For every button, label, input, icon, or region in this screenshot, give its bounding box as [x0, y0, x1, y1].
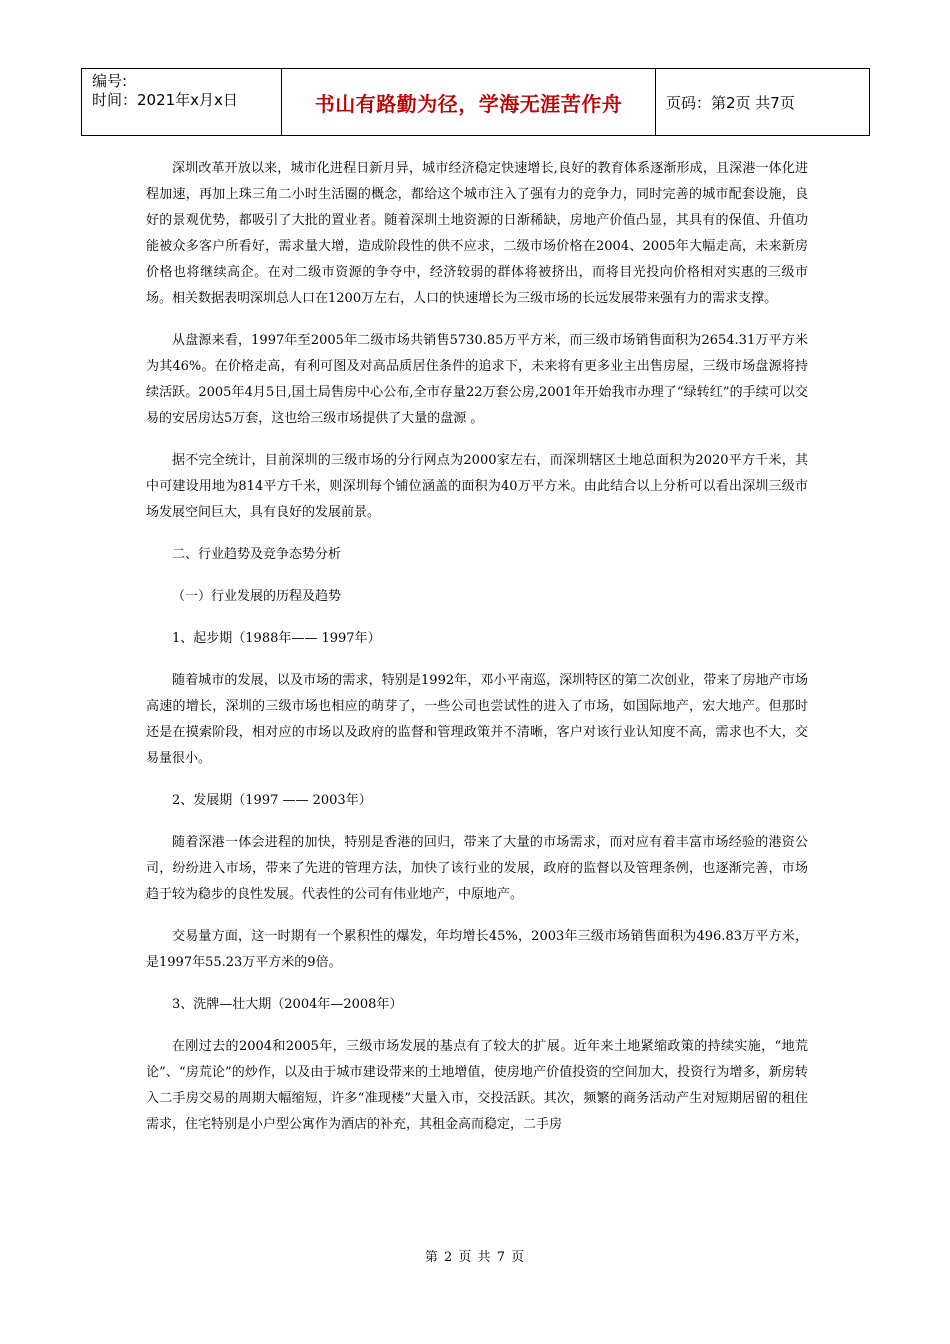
phase-heading: 1、起步期（1988年—— 1997年）: [172, 631, 381, 646]
phase-heading: 2、发展期（1997 —— 2003年）: [172, 793, 372, 808]
header-meta-cell: [82, 69, 282, 135]
document-body: [146, 156, 808, 1154]
header-table: [81, 68, 870, 136]
paragraph: 从盘源来看，1997年至2005年二级市场共销售5730.85万平方米，而三级市场销售面积为2654.31万平方米为其46%。在价格走高，有利可图及对高品质居住条件的追求下，未来将有更多业主出售房屋，三级市场盘源将持续活跃。2005年4月5日,国土局售房中心公布,全市存量22万套公房,2001年开始我市办理了“绿转红”的手续可以交易的安居房达5万套，这也给三级市场提供了大量的盘源 。: [146, 333, 808, 426]
paragraph: 深圳改革开放以来，城市化进程日新月异，城市经济稳定快速增长,良好的教育体系逐渐形成，且深港一体化进程加速，再加上珠三角二小时生活圈的概念，都给这个城市注入了强有力的竞争力，同时完善的城市配套设施，良好的景观优势，都吸引了大批的置业者。随着深圳土地资源的日渐稀缺，房地产价值凸显，其具有的保值、升值功能被众多客户所看好，需求量大增，造成阶段性的供不应求，二级市场价格在2004、2005年大幅走高，未来新房价格也将继续高企。在对二级市资源的争夺中，经济较弱的群体将被挤出，而将目光投向价格相对实惠的三级市场。相关数据表明深圳总人口在1200万左右，人口的快速增长为三级市场的长远发展带来强有力的需求支撑。: [146, 161, 808, 306]
paragraph: 随着城市的发展，以及市场的需求，特别是1992年，邓小平南巡，深圳特区的第二次创业，带来了房地产市场高速的增长，深圳的三级市场也相应的萌芽了，一些公司也尝试性的进入了市场，如国际地产，宏大地产。但那时还是在摸索阶段，相对应的市场以及政府的监督和管理政策并不清晰，客户对该行业认知度不高，需求也不大，交易量很小。: [146, 673, 808, 766]
paragraph: 交易量方面，这一时期有一个累积性的爆发，年均增长45%，2003年三级市场销售面积为496.83万平方米，是1997年55.23万平方米的9倍。: [146, 929, 808, 970]
document-time-label: 时间：2021年x月x日: [92, 91, 238, 109]
paragraph: 据不完全统计，目前深圳的三级市场的分行网点为2000家左右，而深圳辖区土地总面积为2020平方千米，其中可建设用地为814平方千米，则深圳每个铺位涵盖的面积为40万平方米。由此结合以上分析可以看出深圳三级市场发展空间巨大，具有良好的发展前景。: [146, 453, 808, 520]
paragraph: 随着深港一体会进程的加快，特别是香港的回归，带来了大量的市场需求，而对应有着丰富市场经验的港资公司，纷纷进入市场，带来了先进的管理方法，加快了该行业的发展，政府的监督以及管理条例，也逐渐完善，市场趋于较为稳步的良性发展。代表性的公司有伟业地产，中原地产。: [146, 835, 808, 902]
paragraph: 在刚过去的2004和2005年，三级市场发展的基点有了较大的扩展。近年来土地紧缩政策的持续实施，“地荒论”、“房荒论”的炒作，以及由于城市建设带来的土地增值，使房地产价值投资的空间加大，投资行为增多，新房转入二手房交易的周期大幅缩短，许多“准现楼”大量入市，交投活跃。其次，频繁的商务活动产生对短期居留的租住需求，住宅特别是小户型公寓作为酒店的补充，其租金高而稳定，二手房: [146, 1039, 808, 1132]
header-motto-cell: [282, 69, 656, 135]
subsection-heading: （一）行业发展的历程及趋势: [172, 589, 342, 604]
header-page-info: 页码：第2页 共7页: [666, 93, 795, 112]
section-heading: 二、行业趋势及竞争态势分析: [172, 547, 342, 562]
header-page-cell: [656, 69, 869, 135]
phase-heading: 3、洗牌—壮大期（2004年—2008年）: [172, 997, 403, 1012]
header-motto: 书山有路勤为径，学海无涯苦作舟: [314, 91, 623, 116]
page-footer: 第 2 页 共 7 页: [424, 1250, 526, 1265]
document-number-label: 编号:: [92, 72, 128, 90]
